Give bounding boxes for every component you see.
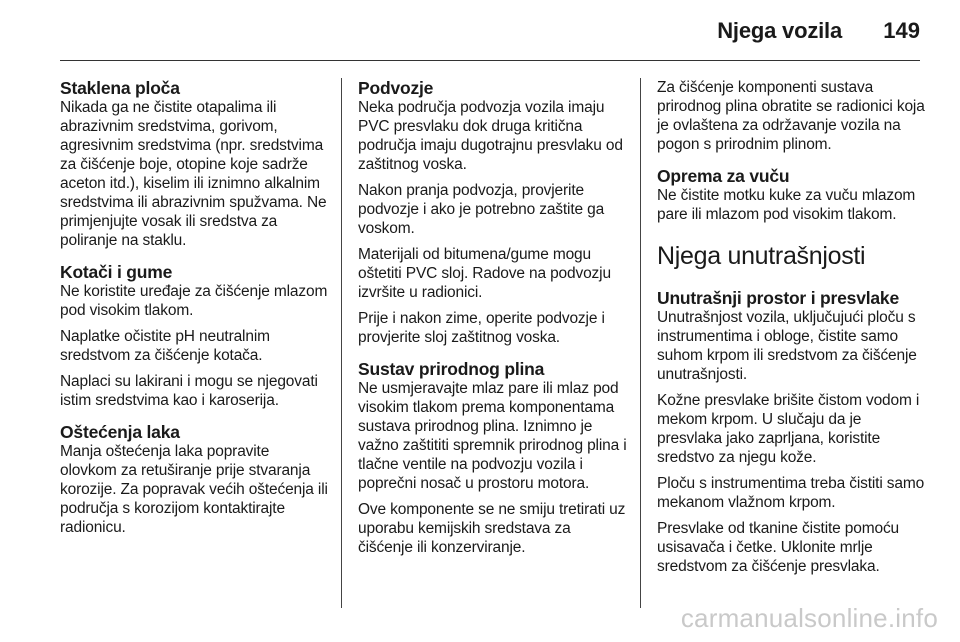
paragraph: Kožne presvlake brišite čistom vodom i mekom krpom. U slučaju da je presvlaka jako zaprljana, koristite sredstvo za njegu kože. <box>657 392 920 466</box>
watermark: carmanualsonline.info <box>680 603 938 633</box>
section-heading: Oprema za vuču <box>657 166 790 186</box>
paragraph: Nikada ga ne čistite otapalima ili abrazivnim sredstvima, gorivom, agresivnim sredstvima (npr. sredstvima za čišćenje boje, otopine koje sadrže aceton itd.), kiselim ili iznimno alkalnim sredstvima ili abrazivnim spužvama. Ne primjenjujte vosak ili sredstva za poliranje na staklu. <box>60 99 327 249</box>
paragraph: Ne usmjeravajte mlaz pare ili mlaz pod visokim tlakom prema komponentama sustava prirodnog plina. Iznimno je važno zaštititi spremnik prirodnog plina i tlačne ventile na podvozju vozila i poprečni nosač u prostoru motora. <box>358 380 627 492</box>
paragraph: Ne čistite motku kuke za vuču mlazom pare ili mlazom pod visokim tlakom. <box>657 187 916 223</box>
paragraph: Neka područja podvozja vozila imaju PVC presvlaku dok druga kritična područja imaju dugotrajnu presvlaku od zaštitnog voska. <box>358 99 623 173</box>
section-intro <box>657 78 927 154</box>
section-heading: Unutrašnji prostor i presvlake <box>657 288 899 308</box>
section-heading: Sustav prirodnog plina <box>358 359 545 379</box>
paragraph: Unutrašnjost vozila, uključujući ploču s instrumentima i obloge, čistite samo suhom krpom ili sredstvom za čišćenje unutrašnjosti. <box>657 309 917 383</box>
column-2 <box>358 78 628 569</box>
page-header <box>0 0 960 58</box>
section-podvozje <box>358 78 628 347</box>
section-heading: Kotači i gume <box>60 262 173 282</box>
column-1 <box>60 78 328 549</box>
paragraph: Presvlake od tkanine čistite pomoću usisavača i četke. Uklonite mrlje sredstvom za čišćenje presvlaka. <box>657 520 900 575</box>
page-number: 149 <box>883 18 920 43</box>
section-kotaci-i-gume <box>60 262 328 410</box>
paragraph: Za čišćenje komponenti sustava prirodnog plina obratite se radionici koja je ovlaštena za održavanje vozila na pogon s prirodnim plinom. <box>657 79 925 153</box>
section-heading: Podvozje <box>358 78 434 98</box>
paragraph: Naplatke očistite pH neutralnim sredstvom za čišćenje kotača. <box>60 328 270 364</box>
paragraph: Nakon pranja podvozja, provjerite podvozje i ako je potrebno zaštite ga voskom. <box>358 182 605 237</box>
section-oprema-za-vucu <box>657 166 927 224</box>
paragraph: Materijali od bitumena/gume mogu oštetiti PVC sloj. Radove na podvozju izvršite u radionici. <box>358 246 611 301</box>
section-staklena-ploca <box>60 78 328 250</box>
column-divider-2 <box>640 78 641 608</box>
column-divider-1 <box>341 78 342 608</box>
page-title: Njega vozila <box>717 18 842 43</box>
paragraph: Ne koristite uređaje za čišćenje mlazom pod visokim tlakom. <box>60 283 328 319</box>
header-rule <box>60 60 920 61</box>
section-ostecenja-laka <box>60 422 328 537</box>
section-heading: Staklena ploča <box>60 78 180 98</box>
chapter-heading: Njega unutrašnjosti <box>657 242 866 270</box>
paragraph: Naplaci su lakirani i mogu se njegovati istim sredstvima kao i karoserija. <box>60 373 318 409</box>
paragraph: Ploču s instrumentima treba čistiti samo mekanom vlažnom krpom. <box>657 475 925 511</box>
paragraph: Prije i nakon zime, operite podvozje i provjerite sloj zaštitnog voska. <box>358 310 605 346</box>
section-unutrasnji-prostor <box>657 288 927 576</box>
section-sustav-prirodnog-plina <box>358 359 628 557</box>
section-heading: Oštećenja laka <box>60 422 180 442</box>
column-3 <box>657 78 927 588</box>
paragraph: Ove komponente se ne smiju tretirati uz uporabu kemijskih sredstava za čišćenje ili konzerviranje. <box>358 501 626 556</box>
paragraph: Manja oštećenja laka popravite olovkom za retuširanje prije stvaranja korozije. Za popravak većih oštećenja ili područja s korozijom kontaktirajte radionicu. <box>60 443 328 536</box>
